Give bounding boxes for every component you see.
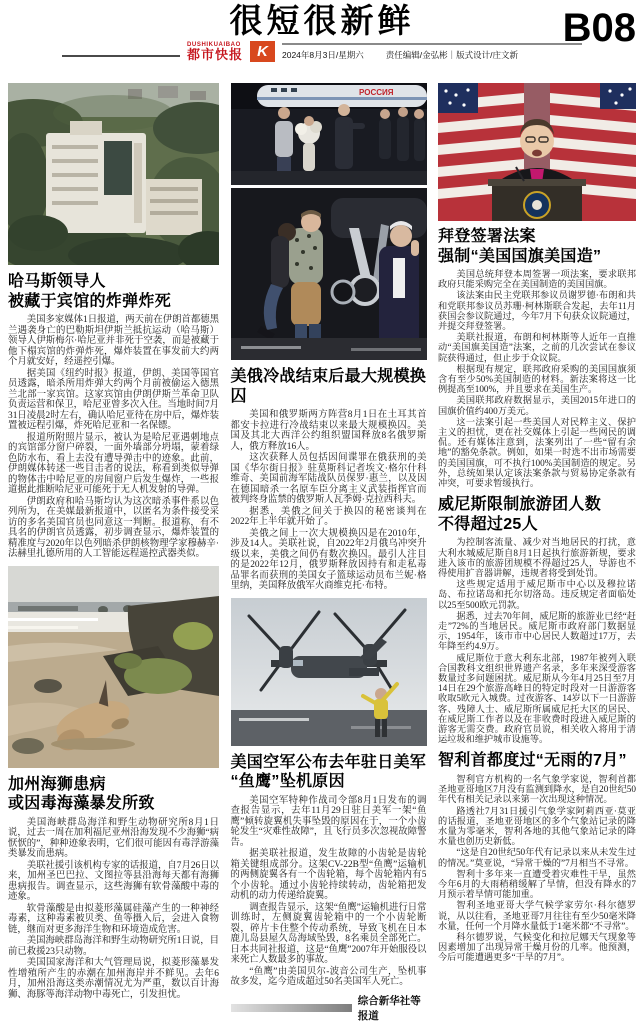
prisoner-swap-arrival-photo	[231, 83, 427, 185]
article-paragraph: 美俄之间上一次大规模换囚是在2010年，涉及14人。美联社说，自2022年2月俄乌冲突升级以来，美俄之间仍有数次换囚。最引人注目的是2022年12月，俄罗斯释放因持有和走私毒品罪名而获刑的美国女子篮球运动员布兰妮·格里纳，美国释放俄军火商维克托·布特。	[230, 528, 427, 592]
page-header	[0, 0, 644, 83]
article-paragraph: 据悉，过去70年间，威尼斯的旅游业已经“赶走”72%的当地居民。威尼斯市政府部门数据显示，1954年，该市市中心居民人数超过17万，去年降至约4.9万。	[438, 610, 636, 652]
article-paragraph: 该法案由民主党联邦参议员谢罗德·布朗和共和党联邦参议员苏珊·柯林斯联合发起，去年11月获国会参议院通过，今年7月下旬获众议院通过，并提交拜登签署。	[438, 290, 636, 332]
editor-credits: 责任编辑/金弘彬｜版式设计/庄文新	[385, 49, 518, 60]
article-paragraph: 软骨藻酸是由拟菱形藻属硅藻产生的一种神经毒素，这种毒素被贝类、鱼等摄入后，会进入食物链，继而对更多海洋生物和环境造成危害。	[8, 903, 219, 935]
article-paragraph: 路透社7月31日援引气象学家阿莉西亚·莫亚的话报道，圣地亚哥地区的多个气象站记录的降水量为零毫米，智利各地的其他气象站记录的降水量也创历史新低。	[438, 805, 636, 847]
article-headline-venice: 威尼斯限制旅游团人数 不得超过25人	[438, 496, 602, 533]
article-paragraph: 据美国《纽约时报》报道，伊朗、美国等国官员透露，暗杀所用炸弹大约两个月前被偷运入德黑兰北部一家宾馆。这家宾馆由伊朗伊斯兰革命卫队负责运营和保卫，哈尼亚曾多次入住。当地时间7月31日凌晨2时左右，确认哈尼亚待在房中后，爆炸装置被远程引爆，炸死哈尼亚和一名保镖。	[8, 368, 219, 432]
article-paragraph: 美国海峡群岛海洋和野生动物研究所1日说，目前已救援23只动物。	[8, 936, 219, 957]
article-paragraph: 科尔德罗说，气候变化和拉尼娜天气现象等因素增加了出现异常干燥月份的几率。他预测，今后可能遭遇更多“干旱的7月”。	[438, 931, 636, 963]
article-paragraph: 调查报告显示，这架“鱼鹰”运输机进行日常训练时，左侧旋翼齿轮箱中的一个小齿轮断裂，碎片卡住整个传动系统，导致飞机在日本鹿儿岛县屋久岛海域坠毁，8名乘员全部死亡。日本共同社报道，这是“鱼鹰”2007年开始服役以来死亡人数最多的事故。	[230, 902, 427, 966]
columns	[0, 83, 644, 1024]
masthead-brand	[187, 42, 243, 61]
article-paragraph: 据悉，美俄之间关于换囚的秘密谈判在2022年上半年就开始了。	[230, 506, 427, 528]
source-bar	[231, 1004, 352, 1012]
article-paragraph: 美国海峡群岛海洋和野生动物研究所8月1日说，过去一周在加利福尼亚州沿海发现不少海狮“病恹恹的”，种种迹象表明，它们很可能因有毒浮游藻类暴发而患病。	[8, 817, 219, 860]
issue-date: 2024年8月3日/星期六	[282, 49, 364, 60]
article-paragraph: 智利圣地亚哥大学气候学家劳尔·科尔德罗说，从以往看，圣地亚哥7月往往有至少50毫米降水量，任何一个月降水量低于1毫米都“不寻常”。	[438, 900, 636, 931]
article-paragraph: 报道所附照片显示，被认为是哈尼亚遇刺地点的宾馆部分窗户碎裂，一面外墙部分坍塌，蒙着绿色防水布，看上去没有遭导弹击中的迹象。此前，伊朗媒体转述一些目击者的说法，称看到类似导弹的物体击中哈尼亚的房间窗户后发生爆炸，一些报道据此推断哈尼亚可能死于无人机发射的导弹。	[8, 432, 219, 496]
article-paragraph: 美国联邦政府数据显示，美国2015年进口的国旗价值约400万美元。	[438, 395, 636, 416]
masthead-latin: DUSHIKUAIBAO	[186, 42, 241, 49]
article-headline-flag: 拜登签署法案 强制“美国国旗美国造”	[438, 228, 602, 265]
source-line	[231, 989, 427, 1024]
article-paragraph: 美国多家媒体1日报道，两天前在伊朗首都德黑兰遇袭身亡的巴勒斯坦伊斯兰抵抗运动（哈马斯）领导人伊斯梅尔·哈尼亚并非死于空袭，而是被藏于他下榻宾馆的炸弹炸死，爆炸装置在事发前大约两个月就安好，经遥控引爆。	[8, 315, 219, 368]
masthead	[0, 41, 644, 62]
senator-podium-photo	[438, 83, 636, 221]
article-paragraph: 为控制客流量、减少对当地居民的打扰，意大利水城威尼斯自8月1日起执行旅游新规，要求进入该市的旅游团规模不得超过25人，导游也不得使用扩音器讲解，违规者将受到处罚。	[438, 537, 636, 578]
masthead-meta	[282, 43, 582, 61]
article-headline-osprey: 美国空军公布去年驻日美军 “鱼鹰”坠机原因	[230, 753, 427, 791]
article-paragraph: 威尼斯位于意大利东北部，1987年被列入联合国教科文组织世界遗产名录，多年来深受游客数量过多问题困扰。威尼斯从今年4月25日至7月14日在29个旅游高峰日的特定时段对一日游游客收取5欧元入城费。过夜游客、14岁以下一日游游客、残障人士、威尼斯所属威尼托大区的居民、在威尼斯工作者以及在非收费时段进入威尼斯的游客无需交费。政府官员说，相关收入将用于清运垃圾和维护城市设施等。	[438, 652, 636, 745]
article-headline-hamas: 哈马斯领导人 被藏于宾馆的炸弹炸死	[8, 273, 172, 310]
masthead-rule-top	[282, 43, 582, 45]
biden-tarmac-hug-photo	[231, 188, 427, 360]
right-column	[438, 83, 636, 1024]
tehran-hotel-photo	[8, 83, 219, 265]
middle-column	[231, 83, 427, 1024]
plane-text: РОССИЯ	[358, 88, 394, 97]
source-text: 综合新华社等报道	[357, 994, 421, 1022]
masthead-name: 都市快报	[186, 47, 243, 63]
article-paragraph: 据美联社报道，发生故障的小齿轮是齿轮箱关键组成部分。这架CV-22B型“鱼鹰”运输机的两侧旋翼各有一个齿轮箱，每个齿轮箱内有5个小齿轮。通过小齿轮持续转动，齿轮箱把发动机的动力传递给旋翼。	[230, 849, 427, 902]
sealion-beach-photo	[8, 566, 219, 768]
left-column	[8, 83, 219, 1024]
article-paragraph: “鱼鹰”由美国贝尔-波音公司生产，坠机事故多发，迄今造成超过50名美国军人死亡。	[230, 966, 427, 988]
page-number: B08	[562, 6, 636, 50]
article-headline-swap: 美俄冷战结束后最大规模换囚	[230, 368, 427, 405]
article-paragraph: 智利十多年来一直遭受着灾难性干旱，虽然今年6月的大雨稍稍缓解了旱情，但没有降水的7月预示着旱情可能加重。	[438, 868, 636, 900]
masthead-rule-left	[62, 55, 180, 57]
osprey-carrier-photo	[231, 598, 427, 746]
article-paragraph: 这次获释人员包括因间谍罪在俄获刑的美国《华尔街日报》驻莫斯科记者埃文·格尔什科维奇、美国前海军陆战队员保罗·惠兰，以及因在德国暗杀一名原车臣分离主义武装指挥官而被判终身监禁的俄罗斯人瓦季姆·克拉西科夫。	[230, 453, 427, 506]
article-paragraph: “这是自20世纪50年代有记录以来从未发生过的情况。”莫亚说，“异常干燥的”7月相当不寻常。	[438, 847, 636, 868]
article-paragraph: 美联社报道，布朗和柯林斯等人近年一直推动“美国旗美国造”法案，之前的几次尝试在参议院获得通过，但止步于众议院。	[438, 332, 636, 363]
article-paragraph: 美国和俄罗斯两方阵营8月1日在土耳其首都安卡拉进行冷战结束以来最大规模换囚。美国及其北大西洋公约组织盟国释放8名俄罗斯人，俄方释放16人。	[230, 410, 427, 452]
article-paragraph: 美国国家海洋和大气管理局说，拟菱形藻暴发性增殖所产生的赤潮在加州海岸并不鲜见。去年6月，加州沿海这类赤潮情况尤为严重，数以百计海狮、海豚等海洋动物中毒死亡，引发担忧。	[8, 958, 219, 1000]
article-paragraph: 美国总统拜登本周签署一项法案，要求联邦政府只能采购完全在美国制造的美国国旗。	[438, 269, 636, 290]
article-paragraph: 根据现有规定，联邦政府采购的美国国旗须含有至少50%美国制造的材料。新法案将这一比例提高至100%，并且要求在美国生产。	[438, 363, 636, 395]
article-paragraph: 伊朗政府和哈马斯均认为这次暗杀事件系以色列所为，在美媒最新报道中，以匿名为条件接受采访的多名美国官员也同意这一判断。报道称，有不具名的伊朗官员透露，初步调查显示，爆炸装置的精准度与2020年以色列暗杀伊朗核物理学家穆赫辛·法赫里扎德所用的人工智能远程遥控武器类似。	[8, 496, 219, 560]
article-paragraph: 美国空军特种作战司令部8月1日发布的调查报告显示，去年11月29日驻日美军一架“鱼鹰”倾转旋翼机失事坠毁的原因在于，一个小齿轮发生“灾难性故障”，且飞行员多次忽视故障警告。	[230, 795, 427, 848]
article-headline-chile: 智利首都度过“无雨的7月”	[438, 752, 627, 770]
article-paragraph: 智利官方机构的一名气象学家说，智利首都圣地亚哥地区7月没有监测到降水，是自20世纪50年代有相关记录以来第一次出现这种情况。	[438, 773, 636, 805]
article-paragraph: 美联社援引该机构专家的话报道，自7月26日以来，加州圣巴巴拉、文图拉等县沿海每天都有海狮患病报告。调查显示，这些海狮有软骨藻酸中毒的迹象。	[8, 860, 219, 903]
page-title: 很短很新鲜	[229, 2, 415, 39]
article-paragraph: 这些规定适用于威尼斯市中心以及穆拉诺岛、布拉诺岛和托尔切洛岛。违反规定者面临处以25至500欧元罚款。	[438, 579, 636, 610]
brand-k-logo: K	[250, 41, 275, 62]
article-headline-sealion: 加州海狮患病 或因毒海藻暴发所致	[8, 775, 155, 813]
article-paragraph: 这一法案引起一些美国人对民粹主义、保护主义的担忧，更在社交媒体上引起一些网民的调侃。还有媒体注意到，法案列出了一些“留有余地”的豁免条款。例如，如果一时选不出市场需要的美国国旗，可不执行100%美国制造的规定。另外，总统如果认定该法案条款与贸易协定条款有冲突，可要求暂缓执行。	[438, 416, 636, 489]
